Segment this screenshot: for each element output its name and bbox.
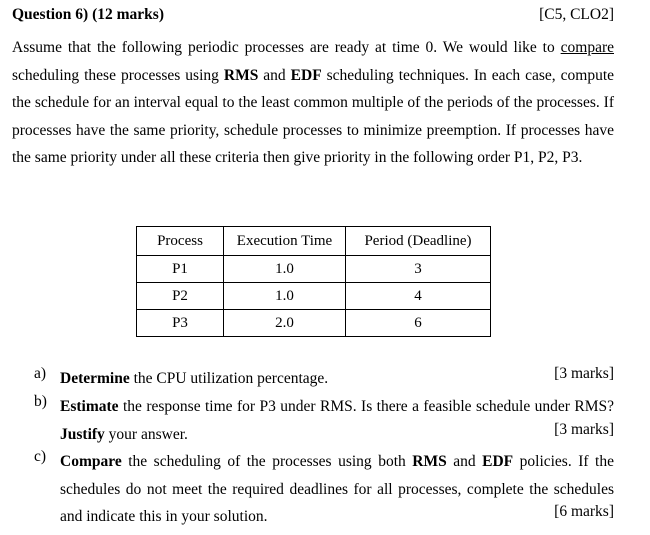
part-b-marks: [3 marks] [554, 420, 614, 438]
cell-process: P3 [137, 310, 224, 337]
part-b-body-2: your answer. [104, 425, 188, 443]
part-c-and: and [446, 453, 483, 470]
header-period: Period (Deadline) [346, 227, 491, 256]
part-a-bold: Determine [60, 370, 130, 387]
process-table [136, 226, 491, 337]
part-c-edf: EDF [482, 453, 514, 470]
part-b-bold-2: Justify [60, 425, 105, 443]
cell-process: P1 [137, 256, 224, 283]
cell-period: 3 [346, 256, 491, 283]
intro-rms: RMS [223, 66, 259, 84]
part-c-body-1: the scheduling of the processes using both [121, 453, 413, 470]
part-c-bold: Compare [60, 453, 122, 470]
intro-text-1: Assume that the following periodic processes are ready at time 0. We would like to [12, 39, 561, 56]
part-b-text [60, 393, 614, 448]
part-b-bold: Estimate [60, 398, 119, 415]
cell-execution-time: 2.0 [224, 310, 346, 337]
intro-and: and [258, 66, 291, 84]
part-a-marks: [3 marks] [554, 365, 614, 382]
cell-process: P2 [137, 283, 224, 310]
question-intro [12, 34, 614, 172]
question-reference: [C5, CLO2] [539, 6, 614, 23]
cell-period: 6 [346, 310, 491, 337]
table-row [137, 256, 491, 283]
part-a-text [60, 365, 614, 393]
table-row [137, 283, 491, 310]
part-a-body: the CPU utilization percentage. [129, 370, 329, 387]
part-c-rms: RMS [412, 453, 447, 470]
intro-edf: EDF [290, 66, 322, 84]
question-title: Question 6) (12 marks) [12, 6, 164, 23]
part-c-label: c) [34, 448, 47, 465]
cell-period: 4 [346, 283, 491, 310]
cell-execution-time: 1.0 [224, 256, 346, 283]
part-c [34, 448, 614, 532]
intro-underlined-word: compare [560, 39, 614, 56]
question-header [12, 6, 614, 28]
header-execution-time: Execution Time [224, 227, 346, 256]
part-c-marks: [6 marks] [554, 503, 614, 521]
intro-text-2: scheduling these processes using [12, 66, 224, 84]
header-process: Process [137, 227, 224, 256]
table-header-row [137, 227, 491, 256]
part-b-body: the response time for P3 under RMS. Is there a feasible schedule under RMS? [118, 398, 614, 415]
table-row [137, 310, 491, 337]
cell-execution-time: 1.0 [224, 283, 346, 310]
part-b-label: b) [34, 393, 47, 410]
part-c-text [60, 448, 614, 531]
intro-text-3: scheduling techniques. In each case, compute the schedule for an interval equal to the least common multiple of the periods of the processes. If processes have the same priority, schedule processes to minimize preemption. If processes have the same priority under all these criteria then give priority in the following order P1, P2, P3. [12, 66, 614, 167]
part-b [34, 393, 614, 449]
part-c-body-2: policies. If the schedules do not meet the required deadlines for all processes, complete the schedules and indicate this in your solution. [60, 453, 614, 526]
part-a-label: a) [34, 365, 47, 382]
part-a [34, 365, 614, 393]
